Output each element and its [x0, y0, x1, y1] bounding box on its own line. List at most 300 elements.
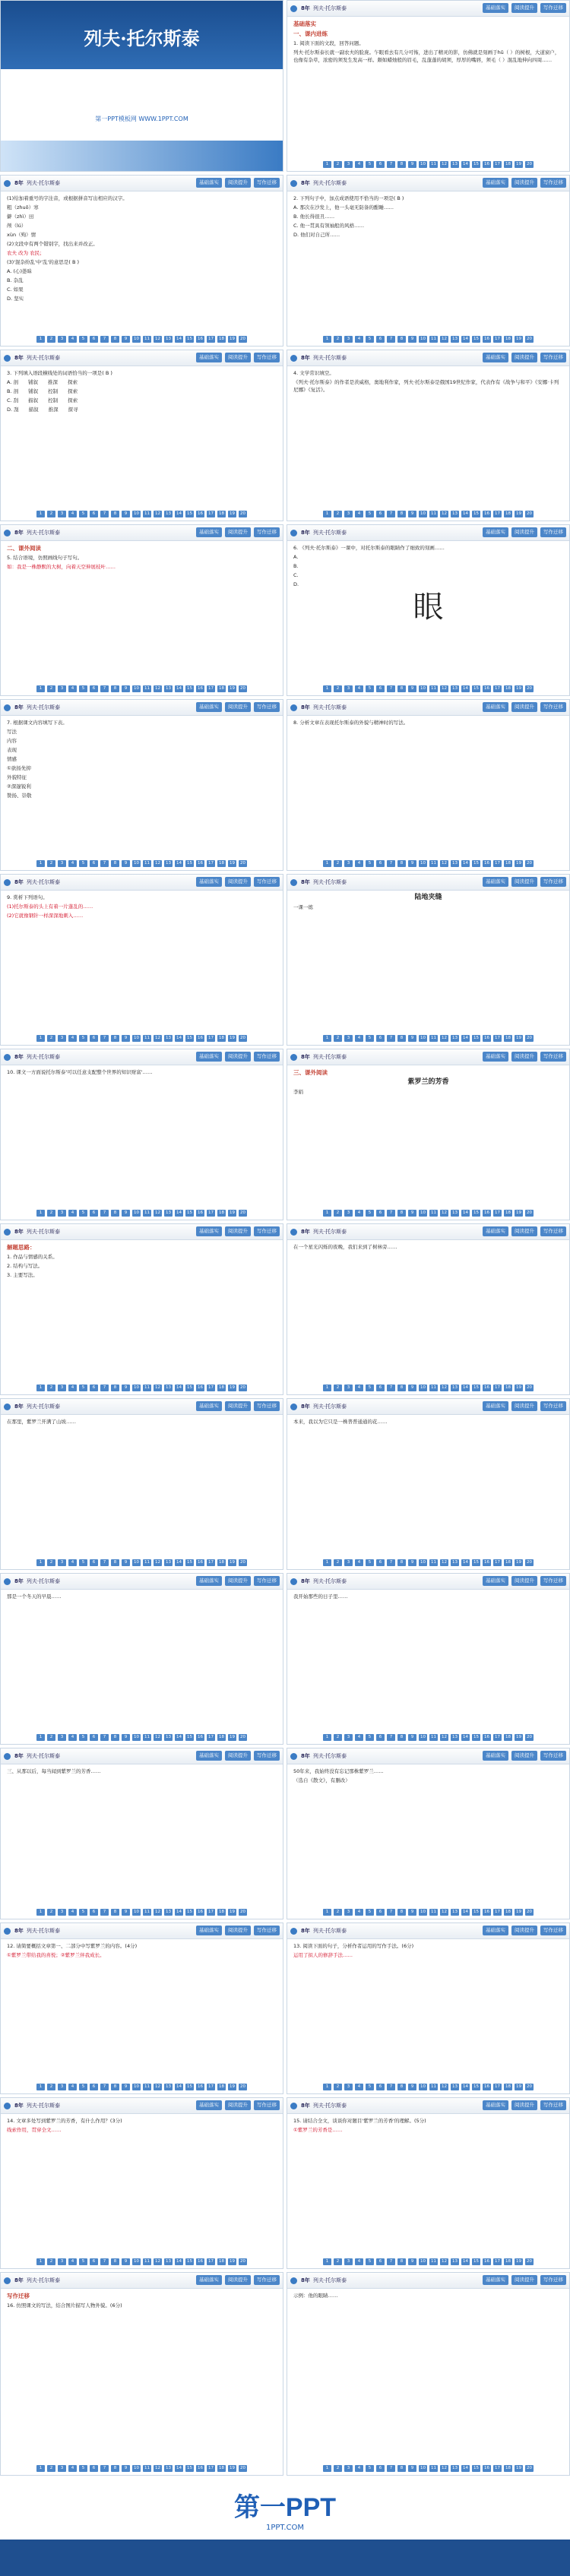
page-button[interactable]: 15 [473, 1210, 479, 1215]
page-button[interactable]: 11 [144, 2084, 150, 2089]
page-button[interactable]: 8 [111, 1559, 119, 1566]
page-button[interactable]: 9 [408, 2465, 416, 2472]
page-button[interactable]: 13 [166, 1210, 171, 1215]
page-button[interactable]: 8 [111, 2258, 119, 2265]
page-button[interactable]: 3 [58, 2258, 66, 2265]
page-button[interactable]: 15 [187, 1036, 192, 1040]
page-button[interactable]: 10 [134, 1036, 139, 1040]
page-button[interactable]: 18 [505, 2084, 511, 2089]
nav-tab-3[interactable]: 写作迁移 [254, 353, 280, 362]
page-button[interactable]: 10 [420, 1210, 426, 1215]
page-button[interactable]: 2 [334, 2258, 342, 2265]
page-button[interactable]: 13 [452, 1910, 458, 1914]
page-button[interactable]: 17 [495, 511, 500, 516]
page-button[interactable]: 3 [58, 1385, 66, 1391]
page-button[interactable]: 18 [505, 337, 511, 341]
page-button[interactable]: 13 [452, 1560, 458, 1565]
nav-tab-2[interactable]: 阅读提升 [225, 1576, 251, 1586]
page-button[interactable]: 17 [208, 1036, 214, 1040]
nav-tab-3[interactable]: 写作迁移 [254, 877, 280, 887]
page-button[interactable]: 15 [473, 1036, 479, 1040]
page-button[interactable]: 7 [100, 860, 109, 867]
page-button[interactable]: 9 [122, 1909, 130, 1916]
page-button[interactable]: 6 [376, 1909, 385, 1916]
page-button[interactable]: 20 [527, 1910, 532, 1914]
page-button[interactable]: 6 [90, 336, 98, 343]
nav-tab-1[interactable]: 基础落实 [196, 178, 222, 188]
page-button[interactable]: 20 [240, 2466, 245, 2470]
page-button[interactable]: 18 [219, 337, 224, 341]
page-button[interactable]: 20 [527, 337, 532, 341]
page-button[interactable]: 13 [166, 2466, 171, 2470]
nav-tab-1[interactable]: 基础落实 [483, 1401, 508, 1411]
page-button[interactable]: 6 [90, 860, 98, 867]
nav-tab-1[interactable]: 基础落实 [196, 353, 222, 362]
page-button[interactable]: 14 [176, 686, 182, 691]
page-button[interactable]: 3 [58, 2465, 66, 2472]
page-button[interactable]: 16 [484, 162, 489, 166]
page-button[interactable]: 15 [473, 162, 479, 166]
page-button[interactable]: 17 [208, 1210, 214, 1215]
page-button[interactable]: 14 [463, 1735, 468, 1739]
page-button[interactable]: 14 [176, 1385, 182, 1390]
page-button[interactable]: 16 [484, 1036, 489, 1040]
page-button[interactable]: 6 [90, 685, 98, 692]
page-button[interactable]: 8 [397, 336, 406, 343]
page-button[interactable]: 19 [230, 511, 235, 516]
nav-tab-2[interactable]: 阅读提升 [225, 877, 251, 887]
page-button[interactable]: 14 [463, 1560, 468, 1565]
page-button[interactable]: 20 [527, 1560, 532, 1565]
nav-tab-1[interactable]: 基础落实 [483, 1226, 508, 1236]
page-button[interactable]: 4 [68, 1559, 77, 1566]
page-button[interactable]: 3 [344, 1909, 353, 1916]
nav-tab-2[interactable]: 阅读提升 [225, 353, 251, 362]
page-button[interactable]: 3 [344, 1035, 353, 1042]
page-button[interactable]: 5 [366, 511, 374, 517]
page-button[interactable]: 8 [397, 161, 406, 168]
page-button[interactable]: 7 [100, 2465, 109, 2472]
page-button[interactable]: 11 [431, 337, 436, 341]
page-button[interactable]: 2 [334, 1210, 342, 1217]
nav-tab-3[interactable]: 写作迁移 [254, 178, 280, 188]
page-button[interactable]: 13 [452, 861, 458, 866]
page-button[interactable]: 19 [516, 1036, 521, 1040]
page-button[interactable]: 15 [187, 1385, 192, 1390]
page-button[interactable]: 6 [90, 1385, 98, 1391]
nav-tab-1[interactable]: 基础落实 [196, 2275, 222, 2285]
page-button[interactable]: 3 [344, 1734, 353, 1741]
page-button[interactable]: 20 [240, 2259, 245, 2264]
page-button[interactable]: 14 [463, 1910, 468, 1914]
page-button[interactable]: 11 [431, 2084, 436, 2089]
nav-tab-1[interactable]: 基础落实 [483, 702, 508, 712]
page-button[interactable]: 1 [323, 860, 331, 867]
page-button[interactable]: 9 [408, 511, 416, 517]
page-button[interactable]: 14 [176, 861, 182, 866]
page-button[interactable]: 1 [323, 685, 331, 692]
page-button[interactable]: 2 [47, 1734, 55, 1741]
page-button[interactable]: 15 [473, 1735, 479, 1739]
page-button[interactable]: 13 [452, 2466, 458, 2470]
page-button[interactable]: 19 [516, 1210, 521, 1215]
page-button[interactable]: 9 [122, 336, 130, 343]
page-button[interactable]: 14 [463, 337, 468, 341]
page-button[interactable]: 7 [387, 685, 395, 692]
page-button[interactable]: 7 [387, 511, 395, 517]
page-button[interactable]: 2 [47, 860, 55, 867]
page-button[interactable]: 1 [36, 1210, 45, 1217]
page-button[interactable]: 10 [420, 2259, 426, 2264]
page-button[interactable]: 14 [463, 511, 468, 516]
page-button[interactable]: 1 [36, 1909, 45, 1916]
page-button[interactable]: 20 [240, 1560, 245, 1565]
page-button[interactable]: 9 [408, 336, 416, 343]
page-button[interactable]: 6 [376, 1734, 385, 1741]
page-button[interactable]: 19 [516, 2466, 521, 2470]
page-button[interactable]: 18 [505, 1735, 511, 1739]
page-button[interactable]: 6 [376, 685, 385, 692]
nav-tab-2[interactable]: 阅读提升 [225, 2100, 251, 2110]
page-button[interactable]: 2 [47, 2465, 55, 2472]
page-button[interactable]: 6 [376, 2465, 385, 2472]
page-button[interactable]: 10 [420, 2466, 426, 2470]
page-button[interactable]: 16 [484, 686, 489, 691]
page-button[interactable]: 1 [323, 1734, 331, 1741]
page-button[interactable]: 13 [452, 337, 458, 341]
page-button[interactable]: 19 [230, 337, 235, 341]
page-button[interactable]: 6 [376, 1035, 385, 1042]
page-button[interactable]: 18 [505, 1560, 511, 1565]
page-button[interactable]: 7 [387, 1909, 395, 1916]
page-button[interactable]: 10 [134, 1735, 139, 1739]
page-button[interactable]: 9 [408, 1909, 416, 1916]
page-button[interactable]: 5 [366, 161, 374, 168]
page-button[interactable]: 19 [230, 2084, 235, 2089]
page-button[interactable]: 15 [187, 2466, 192, 2470]
nav-tab-1[interactable]: 基础落实 [196, 1751, 222, 1761]
page-button[interactable]: 13 [452, 2084, 458, 2089]
page-button[interactable]: 9 [122, 2465, 130, 2472]
page-button[interactable]: 14 [176, 1210, 182, 1215]
page-button[interactable]: 7 [100, 511, 109, 517]
page-button[interactable]: 4 [355, 1909, 363, 1916]
page-button[interactable]: 4 [68, 1210, 77, 1217]
page-button[interactable]: 9 [408, 1210, 416, 1217]
page-button[interactable]: 12 [442, 1735, 447, 1739]
page-button[interactable]: 7 [100, 1210, 109, 1217]
nav-tab-2[interactable]: 阅读提升 [511, 702, 537, 712]
page-button[interactable]: 15 [187, 686, 192, 691]
page-button[interactable]: 2 [47, 1210, 55, 1217]
page-button[interactable]: 15 [473, 511, 479, 516]
page-button[interactable]: 13 [166, 1735, 171, 1739]
page-button[interactable]: 4 [355, 1035, 363, 1042]
page-button[interactable]: 18 [505, 1036, 511, 1040]
nav-tab-2[interactable]: 阅读提升 [511, 3, 537, 13]
page-button[interactable]: 4 [355, 336, 363, 343]
page-button[interactable]: 16 [198, 1385, 203, 1390]
page-button[interactable]: 18 [219, 511, 224, 516]
page-button[interactable]: 13 [452, 511, 458, 516]
nav-tab-2[interactable]: 阅读提升 [225, 1226, 251, 1236]
page-button[interactable]: 18 [505, 511, 511, 516]
page-button[interactable]: 18 [219, 1036, 224, 1040]
page-button[interactable]: 17 [495, 162, 500, 166]
page-button[interactable]: 1 [36, 860, 45, 867]
page-button[interactable]: 3 [58, 685, 66, 692]
page-button[interactable]: 2 [334, 1559, 342, 1566]
page-button[interactable]: 5 [79, 511, 87, 517]
page-button[interactable]: 9 [122, 1385, 130, 1391]
nav-tab-2[interactable]: 阅读提升 [511, 2100, 537, 2110]
page-button[interactable]: 14 [176, 2259, 182, 2264]
page-button[interactable]: 1 [323, 161, 331, 168]
page-button[interactable]: 5 [79, 1385, 87, 1391]
page-button[interactable]: 12 [442, 162, 447, 166]
page-button[interactable]: 12 [155, 1210, 160, 1215]
page-button[interactable]: 1 [36, 1734, 45, 1741]
page-button[interactable]: 6 [376, 2084, 385, 2090]
nav-tab-2[interactable]: 阅读提升 [511, 1576, 537, 1586]
page-button[interactable]: 17 [208, 2466, 214, 2470]
page-button[interactable]: 3 [58, 2084, 66, 2090]
page-button[interactable]: 18 [219, 1910, 224, 1914]
page-button[interactable]: 14 [463, 2466, 468, 2470]
page-button[interactable]: 6 [90, 1035, 98, 1042]
page-button[interactable]: 5 [366, 685, 374, 692]
nav-tab-1[interactable]: 基础落实 [483, 1052, 508, 1062]
page-button[interactable]: 4 [68, 2465, 77, 2472]
page-button[interactable]: 5 [79, 2258, 87, 2265]
page-button[interactable]: 8 [397, 860, 406, 867]
page-button[interactable]: 17 [495, 337, 500, 341]
page-button[interactable]: 16 [198, 2466, 203, 2470]
page-button[interactable]: 12 [155, 686, 160, 691]
page-button[interactable]: 14 [463, 162, 468, 166]
page-button[interactable]: 14 [463, 686, 468, 691]
page-button[interactable]: 8 [111, 685, 119, 692]
page-button[interactable]: 8 [111, 1909, 119, 1916]
nav-tab-3[interactable]: 写作迁移 [540, 702, 566, 712]
page-button[interactable]: 20 [240, 2084, 245, 2089]
page-button[interactable]: 8 [111, 1035, 119, 1042]
page-button[interactable]: 9 [122, 2084, 130, 2090]
page-button[interactable]: 16 [484, 2084, 489, 2089]
page-button[interactable]: 19 [230, 1560, 235, 1565]
page-button[interactable]: 13 [166, 1560, 171, 1565]
page-button[interactable]: 9 [408, 2084, 416, 2090]
page-button[interactable]: 19 [230, 1910, 235, 1914]
page-button[interactable]: 17 [495, 1385, 500, 1390]
nav-tab-2[interactable]: 阅读提升 [511, 1926, 537, 1935]
page-button[interactable]: 11 [144, 861, 150, 866]
page-button[interactable]: 3 [344, 2084, 353, 2090]
nav-tab-1[interactable]: 基础落实 [483, 1751, 508, 1761]
nav-tab-3[interactable]: 写作迁移 [254, 1226, 280, 1236]
page-button[interactable]: 9 [408, 1035, 416, 1042]
page-button[interactable]: 9 [408, 1559, 416, 1566]
page-button[interactable]: 12 [442, 686, 447, 691]
page-button[interactable]: 11 [144, 1385, 150, 1390]
page-button[interactable]: 5 [79, 336, 87, 343]
page-button[interactable]: 16 [198, 1210, 203, 1215]
page-button[interactable]: 20 [240, 337, 245, 341]
page-button[interactable]: 1 [36, 1559, 45, 1566]
page-button[interactable]: 7 [387, 2465, 395, 2472]
page-button[interactable]: 13 [166, 2084, 171, 2089]
page-button[interactable]: 20 [240, 1385, 245, 1390]
page-button[interactable]: 8 [111, 511, 119, 517]
page-button[interactable]: 3 [344, 161, 353, 168]
page-button[interactable]: 6 [376, 1210, 385, 1217]
nav-tab-3[interactable]: 写作迁移 [540, 2100, 566, 2110]
page-button[interactable]: 12 [442, 1385, 447, 1390]
page-button[interactable]: 5 [79, 2465, 87, 2472]
page-button[interactable]: 7 [387, 161, 395, 168]
page-button[interactable]: 10 [134, 1385, 139, 1390]
page-button[interactable]: 8 [111, 1734, 119, 1741]
page-button[interactable]: 5 [366, 860, 374, 867]
page-button[interactable]: 7 [387, 1210, 395, 1217]
page-button[interactable]: 4 [355, 1734, 363, 1741]
page-button[interactable]: 15 [473, 686, 479, 691]
page-button[interactable]: 13 [452, 1036, 458, 1040]
page-button[interactable]: 5 [79, 1734, 87, 1741]
page-button[interactable]: 8 [397, 511, 406, 517]
page-button[interactable]: 17 [208, 511, 214, 516]
page-button[interactable]: 14 [176, 511, 182, 516]
page-button[interactable]: 16 [198, 861, 203, 866]
page-button[interactable]: 5 [366, 2084, 374, 2090]
nav-tab-3[interactable]: 写作迁移 [540, 353, 566, 362]
page-button[interactable]: 9 [122, 1559, 130, 1566]
page-button[interactable]: 20 [527, 2466, 532, 2470]
page-button[interactable]: 10 [134, 1210, 139, 1215]
page-button[interactable]: 16 [484, 1735, 489, 1739]
page-button[interactable]: 12 [442, 861, 447, 866]
page-button[interactable]: 4 [68, 1909, 77, 1916]
page-button[interactable]: 10 [420, 1910, 426, 1914]
nav-tab-2[interactable]: 阅读提升 [511, 877, 537, 887]
nav-tab-2[interactable]: 阅读提升 [225, 1751, 251, 1761]
page-button[interactable]: 8 [111, 1385, 119, 1391]
page-button[interactable]: 10 [134, 1560, 139, 1565]
page-button[interactable]: 7 [387, 1559, 395, 1566]
page-button[interactable]: 19 [230, 1036, 235, 1040]
page-button[interactable]: 2 [334, 336, 342, 343]
page-button[interactable]: 18 [219, 1560, 224, 1565]
page-button[interactable]: 9 [408, 1734, 416, 1741]
page-button[interactable]: 1 [36, 511, 45, 517]
page-button[interactable]: 9 [408, 1385, 416, 1391]
page-button[interactable]: 17 [208, 2259, 214, 2264]
nav-tab-2[interactable]: 阅读提升 [225, 1926, 251, 1935]
page-button[interactable]: 5 [366, 336, 374, 343]
page-button[interactable]: 4 [355, 2258, 363, 2265]
page-button[interactable]: 12 [155, 2259, 160, 2264]
page-button[interactable]: 11 [144, 1210, 150, 1215]
page-button[interactable]: 14 [176, 1735, 182, 1739]
nav-tab-1[interactable]: 基础落实 [196, 1401, 222, 1411]
nav-tab-1[interactable]: 基础落实 [196, 702, 222, 712]
nav-tab-1[interactable]: 基础落实 [483, 2100, 508, 2110]
page-button[interactable]: 18 [505, 1385, 511, 1390]
page-button[interactable]: 17 [208, 1910, 214, 1914]
nav-tab-3[interactable]: 写作迁移 [254, 1926, 280, 1935]
page-button[interactable]: 2 [334, 1909, 342, 1916]
nav-tab-1[interactable]: 基础落实 [196, 1052, 222, 1062]
page-button[interactable]: 16 [484, 861, 489, 866]
page-button[interactable]: 19 [230, 686, 235, 691]
page-button[interactable]: 6 [90, 1559, 98, 1566]
page-button[interactable]: 4 [355, 1210, 363, 1217]
page-button[interactable]: 6 [376, 2258, 385, 2265]
page-button[interactable]: 20 [240, 511, 245, 516]
page-button[interactable]: 19 [230, 1735, 235, 1739]
page-button[interactable]: 16 [484, 1910, 489, 1914]
page-button[interactable]: 17 [495, 2466, 500, 2470]
page-button[interactable]: 3 [58, 1210, 66, 1217]
page-button[interactable]: 3 [344, 685, 353, 692]
page-button[interactable]: 10 [134, 2084, 139, 2089]
nav-tab-3[interactable]: 写作迁移 [540, 1751, 566, 1761]
nav-tab-1[interactable]: 基础落实 [196, 1576, 222, 1586]
page-button[interactable]: 12 [442, 1910, 447, 1914]
page-button[interactable]: 14 [176, 1036, 182, 1040]
page-button[interactable]: 19 [516, 1560, 521, 1565]
page-button[interactable]: 4 [68, 685, 77, 692]
page-button[interactable]: 8 [397, 1909, 406, 1916]
page-button[interactable]: 9 [122, 860, 130, 867]
page-button[interactable]: 20 [240, 1735, 245, 1739]
page-button[interactable]: 12 [442, 1210, 447, 1215]
page-button[interactable]: 10 [420, 337, 426, 341]
page-button[interactable]: 16 [484, 1560, 489, 1565]
page-button[interactable]: 7 [387, 1035, 395, 1042]
nav-tab-3[interactable]: 写作迁移 [254, 1751, 280, 1761]
page-button[interactable]: 19 [516, 337, 521, 341]
page-button[interactable]: 3 [344, 336, 353, 343]
page-button[interactable]: 6 [376, 860, 385, 867]
page-button[interactable]: 13 [166, 2259, 171, 2264]
page-button[interactable]: 12 [155, 2466, 160, 2470]
page-button[interactable]: 16 [484, 337, 489, 341]
page-button[interactable]: 9 [122, 2258, 130, 2265]
nav-tab-3[interactable]: 写作迁移 [540, 1576, 566, 1586]
page-button[interactable]: 8 [397, 2084, 406, 2090]
page-button[interactable]: 19 [516, 1385, 521, 1390]
page-button[interactable]: 10 [134, 337, 139, 341]
page-button[interactable]: 15 [187, 1210, 192, 1215]
page-button[interactable]: 15 [473, 2466, 479, 2470]
page-button[interactable]: 20 [527, 1385, 532, 1390]
page-button[interactable]: 13 [166, 861, 171, 866]
nav-tab-1[interactable]: 基础落实 [483, 353, 508, 362]
page-button[interactable]: 12 [155, 2084, 160, 2089]
page-button[interactable]: 2 [47, 685, 55, 692]
page-button[interactable]: 1 [36, 1035, 45, 1042]
page-button[interactable]: 18 [219, 2084, 224, 2089]
page-button[interactable]: 13 [166, 511, 171, 516]
nav-tab-2[interactable]: 阅读提升 [225, 178, 251, 188]
page-button[interactable]: 11 [431, 1036, 436, 1040]
nav-tab-2[interactable]: 阅读提升 [225, 2275, 251, 2285]
page-button[interactable]: 13 [452, 162, 458, 166]
page-button[interactable]: 1 [323, 1035, 331, 1042]
nav-tab-3[interactable]: 写作迁移 [540, 1052, 566, 1062]
page-button[interactable]: 8 [397, 1210, 406, 1217]
